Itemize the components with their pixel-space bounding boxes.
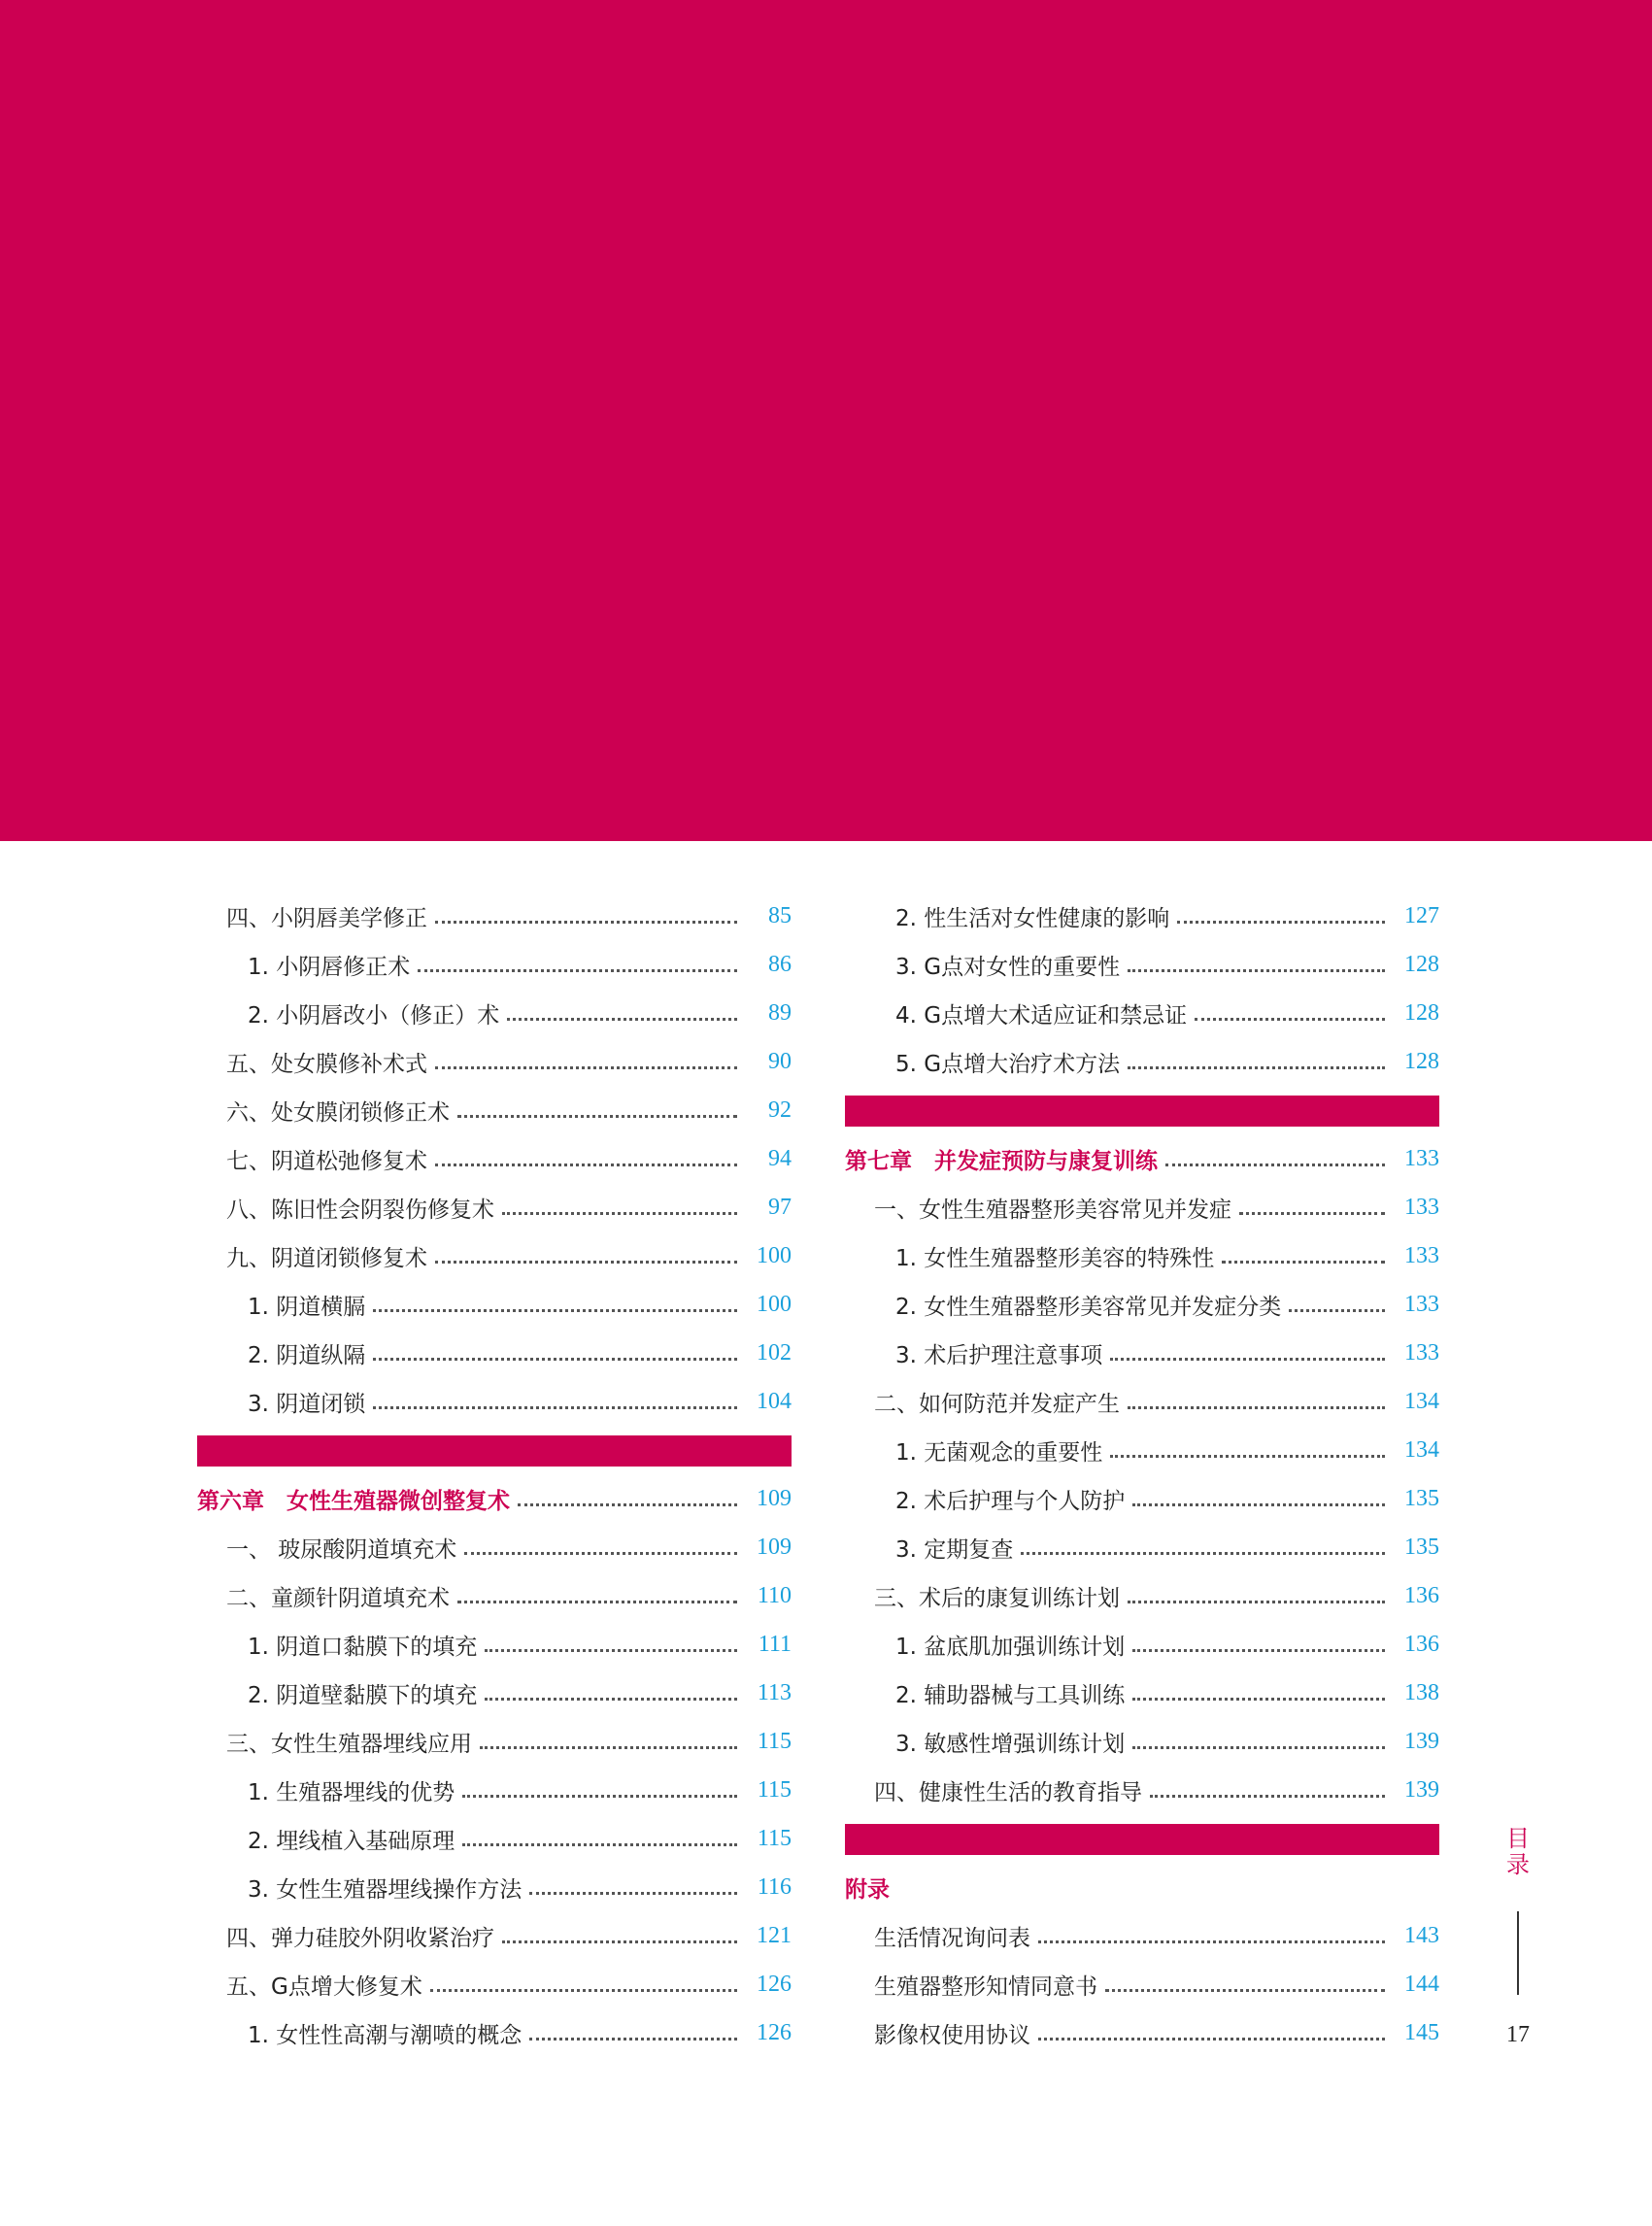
toc-entry-title: 七、阴道松弛修复术 (226, 1148, 427, 1174)
page-number: 17 (1506, 2022, 1530, 2047)
toc-entry[interactable] (845, 1183, 1439, 1231)
toc-entry-title: 1. 生殖器埋线的优势 (248, 1779, 455, 1805)
chapter-divider-bar (845, 1086, 1439, 1134)
toc-entry[interactable] (197, 1329, 792, 1377)
dot-leader (1177, 921, 1385, 924)
dot-leader (529, 1892, 737, 1895)
toc-entry-title: 影像权使用协议 (874, 2022, 1030, 2048)
toc-entry[interactable] (197, 1134, 792, 1183)
toc-entry[interactable] (197, 1377, 792, 1426)
dot-leader (1105, 1989, 1385, 1992)
toc-entry[interactable] (197, 940, 792, 989)
toc-page-number: 109 (757, 1534, 792, 1560)
dot-leader (507, 1018, 737, 1021)
toc-page-number: 133 (1404, 1291, 1439, 1317)
toc-entry[interactable] (845, 1717, 1439, 1766)
dot-leader (485, 1649, 737, 1652)
toc-entry[interactable] (845, 1960, 1439, 2008)
dot-leader (373, 1406, 737, 1409)
toc-page-number: 133 (1404, 1242, 1439, 1268)
dot-leader (529, 2038, 737, 2040)
toc-entry[interactable] (845, 1037, 1439, 1086)
toc-entry[interactable] (197, 1814, 792, 1863)
toc-entry-title: 三、女性生殖器埋线应用 (226, 1731, 472, 1757)
dot-leader (1128, 1066, 1385, 1069)
toc-page-number: 109 (757, 1485, 792, 1511)
toc-entry[interactable] (845, 1669, 1439, 1717)
dot-leader (457, 1601, 737, 1603)
toc-page-number: 92 (768, 1096, 792, 1123)
dot-leader (1222, 1261, 1385, 1264)
toc-entry-title: 五、处女膜修补术式 (226, 1051, 427, 1077)
dot-leader (435, 1261, 737, 1264)
toc-entry[interactable] (197, 1231, 792, 1280)
toc-page-number: 128 (1404, 951, 1439, 977)
toc-entry[interactable] (197, 1863, 792, 1911)
dot-leader (502, 1212, 737, 1215)
dot-leader (518, 1503, 737, 1506)
side-divider (1517, 1911, 1519, 1995)
toc-entry-title: 附录 (845, 1876, 890, 1903)
toc-page-number: 134 (1404, 1436, 1439, 1463)
dot-leader (1128, 969, 1385, 972)
toc-entry[interactable] (845, 1571, 1439, 1620)
chapter-divider-bar (197, 1426, 792, 1474)
toc-entry[interactable] (197, 989, 792, 1037)
toc-entry-title: 2. 阴道纵隔 (248, 1342, 366, 1368)
toc-page-number: 115 (757, 1825, 792, 1851)
toc-entry[interactable] (845, 1377, 1439, 1426)
dot-leader (435, 1164, 737, 1166)
toc-page-number: 133 (1404, 1145, 1439, 1171)
toc-entry-title: 四、小阴唇美学修正 (226, 905, 427, 931)
toc-entry[interactable] (197, 1183, 792, 1231)
toc-entry[interactable] (197, 892, 792, 940)
toc-entry-title: 一、女性生殖器整形美容常见并发症 (874, 1197, 1231, 1223)
toc-left-column (197, 892, 792, 2057)
toc-page-number: 133 (1404, 1194, 1439, 1220)
toc-entry-title: 生殖器整形知情同意书 (874, 1973, 1097, 2000)
toc-entry-title: 3. 女性生殖器埋线操作方法 (248, 1876, 523, 1903)
toc-page-number: 102 (757, 1339, 792, 1366)
toc-page-number: 126 (757, 2019, 792, 2045)
toc-entry-title: 3. 阴道闭锁 (248, 1391, 366, 1417)
toc-entry-title: 2. 女性生殖器整形美容常见并发症分类 (895, 1294, 1282, 1320)
toc-entry-title: 3. 定期复查 (895, 1536, 1014, 1563)
dot-leader (457, 1115, 737, 1118)
toc-page-number: 128 (1404, 999, 1439, 1026)
toc-entry[interactable] (845, 1280, 1439, 1329)
toc-entry[interactable] (845, 1329, 1439, 1377)
dot-leader (462, 1795, 737, 1798)
dot-leader (1110, 1455, 1385, 1458)
toc-entry-title: 1. 阴道横膈 (248, 1294, 366, 1320)
toc-entry[interactable] (845, 940, 1439, 989)
toc-entry-title: 1. 阴道口黏膜下的填充 (248, 1634, 478, 1660)
dot-leader (502, 1940, 737, 1943)
dot-leader (418, 969, 737, 972)
dot-leader (1021, 1552, 1385, 1555)
dot-leader (435, 1066, 737, 1069)
toc-entry[interactable] (845, 1426, 1439, 1474)
toc-right-column (845, 892, 1439, 2057)
toc-entry-title: 1. 小阴唇修正术 (248, 954, 411, 980)
toc-page-number: 90 (768, 1048, 792, 1074)
toc-entry[interactable] (197, 1669, 792, 1717)
toc-page-number: 134 (1404, 1388, 1439, 1414)
toc-entry-title: 三、术后的康复训练计划 (874, 1585, 1120, 1611)
toc-entry-title: 四、健康性生活的教育指导 (874, 1779, 1142, 1805)
toc-page-number: 86 (768, 951, 792, 977)
toc-page-number: 135 (1404, 1485, 1439, 1511)
dot-leader (1132, 1649, 1385, 1652)
dot-leader (435, 921, 737, 924)
toc-entry[interactable] (845, 1620, 1439, 1669)
dot-leader (1110, 1358, 1385, 1361)
toc-page-number: 89 (768, 999, 792, 1026)
toc-page-number: 139 (1404, 1728, 1439, 1754)
toc-entry-title: 1. 女性生殖器整形美容的特殊性 (895, 1245, 1215, 1271)
dot-leader (1289, 1309, 1385, 1312)
toc-page-number: 121 (757, 1922, 792, 1948)
toc-page-number: 145 (1404, 2019, 1439, 2045)
toc-entry-title: 2. 辅助器械与工具训练 (895, 1682, 1126, 1708)
toc-entry[interactable] (197, 1911, 792, 1960)
chapter-divider-bar (845, 1814, 1439, 1863)
toc-page-number: 100 (757, 1242, 792, 1268)
dot-leader (464, 1552, 737, 1555)
toc-entry[interactable] (197, 2008, 792, 2057)
toc-page-number: 111 (758, 1631, 792, 1657)
toc-entry-title: 1. 无菌观念的重要性 (895, 1439, 1103, 1466)
toc-page-number: 97 (768, 1194, 792, 1220)
toc-entry-title: 2. 阴道壁黏膜下的填充 (248, 1682, 478, 1708)
toc-entry-title: 六、处女膜闭锁修正术 (226, 1099, 450, 1126)
toc-entry[interactable] (197, 1523, 792, 1571)
toc-page-number: 144 (1404, 1971, 1439, 1997)
section-label: 目录 (1506, 1825, 1530, 1878)
dot-leader (1132, 1698, 1385, 1701)
toc-page-number: 115 (757, 1776, 792, 1803)
toc-page-number: 115 (757, 1728, 792, 1754)
toc-page-number: 143 (1404, 1922, 1439, 1948)
dot-leader (1165, 1164, 1385, 1166)
dot-leader (1195, 1018, 1385, 1021)
dot-leader (1150, 1795, 1385, 1798)
toc-entry-title: 2. 小阴唇改小（修正）术 (248, 1002, 500, 1029)
toc-entry-title: 1. 盆底肌加强训练计划 (895, 1634, 1126, 1660)
toc-entry[interactable] (845, 1523, 1439, 1571)
toc-page-number: 100 (757, 1291, 792, 1317)
toc-page-number: 135 (1404, 1534, 1439, 1560)
toc-entry[interactable] (845, 2008, 1439, 2057)
dot-leader (373, 1309, 737, 1312)
toc-entry[interactable] (845, 1911, 1439, 1960)
toc-entry-title: 九、阴道闭锁修复术 (226, 1245, 427, 1271)
toc-page-number: 94 (768, 1145, 792, 1171)
toc-page-number: 126 (757, 1971, 792, 1997)
toc-entry[interactable] (845, 1474, 1439, 1523)
toc-page-number: 113 (757, 1679, 792, 1705)
toc-entry-title: 五、G点增大修复术 (226, 1973, 422, 2000)
toc-chapter-row[interactable] (845, 1134, 1439, 1183)
header-banner (0, 0, 1652, 841)
toc-page-number: 104 (757, 1388, 792, 1414)
toc-entry-title: 一、 玻尿酸阴道填充术 (226, 1536, 457, 1563)
toc-entry-title: 生活情况询问表 (874, 1925, 1030, 1951)
toc-entry-title: 2. 埋线植入基础原理 (248, 1828, 455, 1854)
toc-entry[interactable] (197, 1280, 792, 1329)
toc-entry-title: 2. 术后护理与个人防护 (895, 1488, 1126, 1514)
toc-page-number: 138 (1404, 1679, 1439, 1705)
toc-entry[interactable] (845, 1766, 1439, 1814)
toc-entry-title: 3. 敏感性增强训练计划 (895, 1731, 1126, 1757)
dot-leader (373, 1358, 737, 1361)
toc-page-number: 128 (1404, 1048, 1439, 1074)
toc-entry-title: 5. G点增大治疗术方法 (895, 1051, 1121, 1077)
toc-entry-title: 1. 女性性高潮与潮喷的概念 (248, 2022, 523, 2048)
toc-page-number: 85 (768, 902, 792, 928)
toc-chapter-row[interactable] (197, 1474, 792, 1523)
toc-entry-title: 八、陈旧性会阴裂伤修复术 (226, 1197, 494, 1223)
toc-entry-title: 2. 性生活对女性健康的影响 (895, 905, 1170, 931)
toc-entry-title: 3. G点对女性的重要性 (895, 954, 1121, 980)
toc-entry[interactable] (197, 1620, 792, 1669)
toc-entry[interactable] (197, 1960, 792, 2008)
toc-entry[interactable] (845, 989, 1439, 1037)
toc-page-number: 127 (1404, 902, 1439, 928)
dot-leader (1038, 1940, 1385, 1943)
toc-entry-title: 二、童颜针阴道填充术 (226, 1585, 450, 1611)
toc-page-number: 110 (757, 1582, 792, 1608)
dot-leader (1132, 1746, 1385, 1749)
toc-entry[interactable] (845, 1231, 1439, 1280)
toc-entry[interactable] (197, 1086, 792, 1134)
dot-leader (485, 1698, 737, 1701)
toc-entry-title: 3. 术后护理注意事项 (895, 1342, 1103, 1368)
dot-leader (1128, 1406, 1385, 1409)
dot-leader (462, 1843, 737, 1846)
toc-entry[interactable] (197, 1717, 792, 1766)
toc-entry[interactable] (845, 892, 1439, 940)
toc-entry[interactable] (197, 1037, 792, 1086)
toc-entry[interactable] (197, 1766, 792, 1814)
dot-leader (1038, 2038, 1385, 2040)
toc-page-number: 139 (1404, 1776, 1439, 1803)
toc-entry-title: 四、弹力硅胶外阴收紧治疗 (226, 1925, 494, 1951)
dot-leader (1132, 1503, 1385, 1506)
toc-entry-title: 二、如何防范并发症产生 (874, 1391, 1120, 1417)
toc-page-number: 136 (1404, 1631, 1439, 1657)
dot-leader (1128, 1601, 1385, 1603)
dot-leader (1239, 1212, 1385, 1215)
toc-page-number: 136 (1404, 1582, 1439, 1608)
toc-entry-title: 4. G点增大术适应证和禁忌证 (895, 1002, 1188, 1029)
dot-leader (480, 1746, 737, 1749)
toc-section-heading[interactable] (845, 1863, 1439, 1911)
toc-page-number: 133 (1404, 1339, 1439, 1366)
toc-entry[interactable] (197, 1571, 792, 1620)
toc-page-number: 116 (757, 1873, 792, 1900)
toc-entry-title: 第七章 并发症预防与康复训练 (845, 1148, 1158, 1174)
toc-entry-title: 第六章 女性生殖器微创整复术 (197, 1488, 510, 1514)
dot-leader (430, 1989, 737, 1992)
